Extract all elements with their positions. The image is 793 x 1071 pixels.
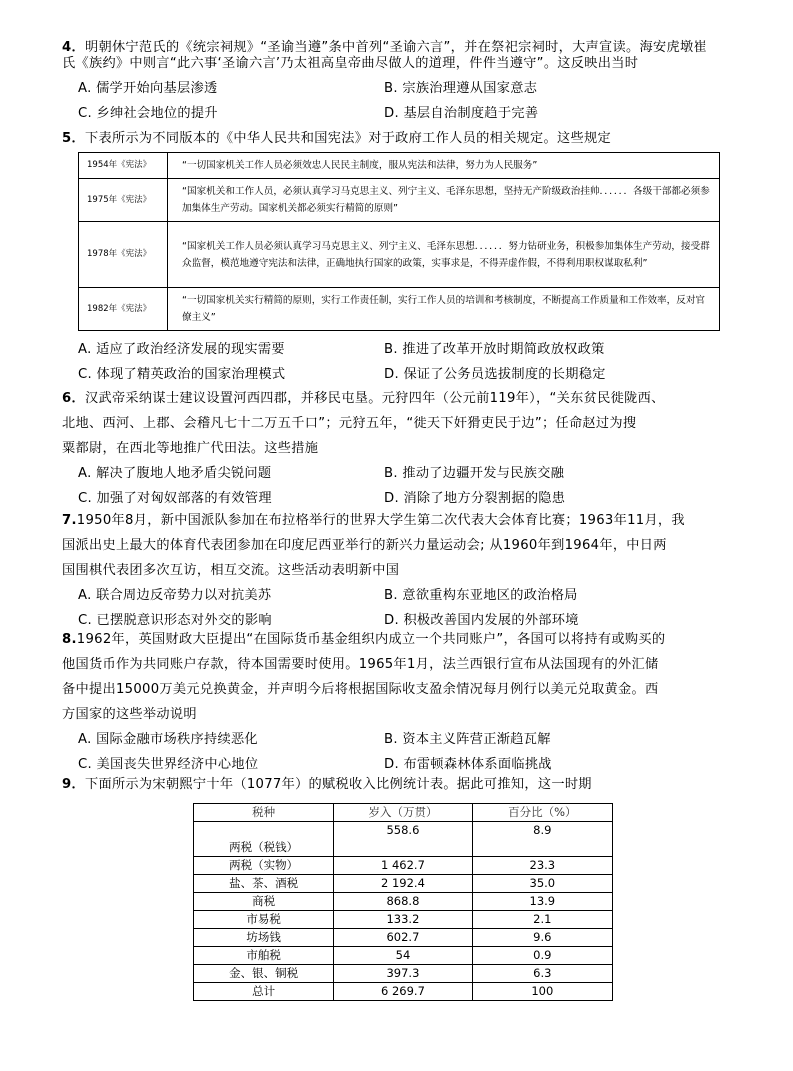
- table-cell-tax-type: 金、银、铜税: [194, 965, 334, 983]
- option-d: D. 消除了地方分裂割据的隐患: [384, 491, 566, 506]
- question-number: 8.: [62, 632, 77, 647]
- table-cell-revenue: 558.6: [334, 822, 472, 857]
- question-5-options-block: [62, 337, 742, 387]
- table-cell-tax-type: 市舶税: [194, 947, 334, 965]
- option-c: C. 体现了精英政治的国家治理模式: [78, 367, 286, 382]
- question-8-stem: 8.1962年，英国财政大臣提出“在国际货币基金组织内成立一个共同账户”，各国可以将持有或购买的 他国货币作为共同账户存款，待本国需要时使用。1965年1月，法兰西银行宣布从法国现有的外汇储 备中提出15000万美元兑换黄金，并声明今后将根据国际收支盈余情况每月例行以美元兑取黄金。西 方国家的这些举动说明: [62, 632, 666, 722]
- table-cell-text: “国家机关和工作人员，必须认真学习马克思主义、列宁主义、毛泽东思想，坚持无产阶级政治挂帅．．．．．．各级干部都必须参加集体生产劳动。国家机关都必须实行精简的原则”: [168, 179, 720, 222]
- table-row: [79, 179, 720, 222]
- question-6-stem: 6．汉武帝采纳谋士建议设置河西四郡，并移民屯垦。元狩四年（公元前119年），“关东贫民徙陇西、 北地、西河、上郡、会稽凡七十二万五千口”；元狩五年，“徙天下奸猾吏民于边”；任命赵过为搜 粟都尉，在西北等地推广代田法。这些措施: [62, 391, 665, 456]
- question-7-options: [78, 583, 742, 633]
- table-cell-tax-type: 市易税: [194, 911, 334, 929]
- table-cell-percent: 6.3: [472, 965, 612, 983]
- question-8-options: [78, 727, 742, 777]
- option-d: D. 基层自治制度趋于完善: [384, 106, 539, 121]
- table-header-row: [194, 804, 613, 822]
- table-row: [194, 983, 613, 1001]
- table-row: [194, 965, 613, 983]
- question-number: 9．: [62, 777, 85, 792]
- table-cell-tax-type: 总计: [194, 983, 334, 1001]
- question-7-stem: 7.1950年8月，新中国派队参加在布拉格举行的世界大学生第二次代表大会体育比赛；1963年11月，我 国派出史上最大的体育代表团参加在印度尼西亚举行的新兴力量运动会; 从1960年到1964年，中日两 国围棋代表团多次互访，相互交流。这些活动表明新中国: [62, 513, 685, 578]
- table-row: [194, 857, 613, 875]
- table-cell-version: 1954年《宪法》: [79, 153, 168, 179]
- table-cell-revenue: 54: [334, 947, 472, 965]
- table-cell-percent: 9.6: [472, 929, 612, 947]
- option-d: D. 积极改善国内发展的外部环境: [384, 613, 579, 628]
- option-a: A. 儒学开始向基层渗透: [78, 81, 218, 96]
- table-cell-tax-type: 两税（实物）: [194, 857, 334, 875]
- question-4-stem: 4．明朝休宁范氏的《统宗祠规》“圣谕当遵”条中首列“圣谕六言”，并在祭祀宗祠时，大声宣读。海安虎墩崔 氏《族约》中则言“此六事‘圣谕六言’乃太祖高皇帝曲尽做人的道理，件件当遵守”。这反映出当时: [62, 40, 707, 71]
- option-b: B. 宗族治理遵从国家意志: [384, 81, 538, 96]
- question-number: 5．: [62, 131, 85, 146]
- table-row: [194, 911, 613, 929]
- table-cell-percent: 23.3: [472, 857, 612, 875]
- option-b: B. 意欲重构东亚地区的政治格局: [384, 588, 578, 603]
- table-cell-revenue: 397.3: [334, 965, 472, 983]
- table-row: [194, 929, 613, 947]
- table-cell-revenue: 2 192.4: [334, 875, 472, 893]
- question-9-stem: 9．下面所示为宋朝熙宁十年（1077年）的赋税收入比例统计表。据此可推知，这一时期: [62, 777, 592, 792]
- table-cell-percent: 0.9: [472, 947, 612, 965]
- question-7: [62, 508, 742, 633]
- option-c: C. 美国丧失世界经济中心地位: [78, 757, 259, 772]
- option-d: D. 保证了公务员选拔制度的长期稳定: [384, 367, 606, 382]
- constitution-table: [78, 152, 720, 331]
- table-cell-tax-type: 商税: [194, 893, 334, 911]
- option-a: A. 联合周边反帝势力以对抗美苏: [78, 588, 272, 603]
- question-5-stem: 5．下表所示为不同版本的《中华人民共和国宪法》对于政府工作人员的相关规定。这些规定: [62, 131, 611, 146]
- table-cell-percent: 35.0: [472, 875, 612, 893]
- table-cell-tax-type: 两税（税钱）: [194, 822, 334, 857]
- table-cell-tax-type: 盐、茶、酒税: [194, 875, 334, 893]
- table-cell-revenue: 6 269.7: [334, 983, 472, 1001]
- option-b: B. 资本主义阵营正渐趋瓦解: [384, 732, 551, 747]
- table-cell-version: 1975年《宪法》: [79, 179, 168, 222]
- option-c: C. 已摆脱意识形态对外交的影响: [78, 613, 272, 628]
- question-6-options: [78, 461, 742, 511]
- question-6: [62, 386, 742, 511]
- table-row: [194, 947, 613, 965]
- table-cell-percent: 13.9: [472, 893, 612, 911]
- option-c: C. 加强了对匈奴部落的有效管理: [78, 491, 272, 506]
- question-number: 7.: [62, 513, 77, 528]
- question-8: [62, 627, 742, 777]
- question-4-options: [78, 76, 742, 126]
- table-cell-revenue: 133.2: [334, 911, 472, 929]
- question-5: [62, 126, 742, 151]
- column-header-tax-type: 税种: [194, 804, 334, 822]
- table-cell-text: “国家机关工作人员必须认真学习马克思主义、列宁主义、毛泽东思想．．．．．．努力钻研业务，积极参加集体生产劳动，接受群众监督，模范地遵守宪法和法律，正确地执行国家的政策，实事求是，不得弄虚作假，不得利用职权谋取私利”: [168, 222, 720, 288]
- table-cell-revenue: 868.8: [334, 893, 472, 911]
- table-cell-revenue: 602.7: [334, 929, 472, 947]
- option-d: D. 布雷顿森林体系面临挑战: [384, 757, 552, 772]
- table-row: [79, 153, 720, 179]
- column-header-percent: 百分比（%）: [472, 804, 612, 822]
- tax-revenue-table: [193, 803, 613, 1001]
- question-5-options: [78, 337, 742, 387]
- table-cell-version: 1982年《宪法》: [79, 288, 168, 331]
- table-row: [194, 875, 613, 893]
- option-b: B. 推动了边疆开发与民族交融: [384, 466, 565, 481]
- column-header-revenue: 岁入（万贯）: [334, 804, 472, 822]
- table-cell-version: 1978年《宪法》: [79, 222, 168, 288]
- question-number: 6．: [62, 391, 85, 406]
- question-number: 4．: [62, 40, 85, 55]
- table-cell-text: “一切国家机关工作人员必须效忠人民民主制度，服从宪法和法律，努力为人民服务”: [168, 153, 720, 179]
- table-cell-percent: 2.1: [472, 911, 612, 929]
- option-c: C. 乡绅社会地位的提升: [78, 106, 218, 121]
- option-a: A. 解决了腹地人地矛盾尖锐问题: [78, 466, 272, 481]
- question-4: [62, 40, 742, 126]
- table-cell-revenue: 1 462.7: [334, 857, 472, 875]
- option-a: A. 国际金融市场秩序持续恶化: [78, 732, 258, 747]
- table-row: [194, 893, 613, 911]
- table-cell-tax-type: 坊场钱: [194, 929, 334, 947]
- table-cell-percent: 8.9: [472, 822, 612, 857]
- table-row: [79, 222, 720, 288]
- question-9: [62, 772, 742, 797]
- table-row: [79, 288, 720, 331]
- option-b: B. 推进了改革开放时期简政放权政策: [384, 342, 605, 357]
- option-a: A. 适应了政治经济发展的现实需要: [78, 342, 285, 357]
- table-cell-text: “一切国家机关实行精简的原则，实行工作责任制，实行工作人员的培训和考核制度，不断提高工作质量和工作效率，反对官僚主义”: [168, 288, 720, 331]
- table-cell-percent: 100: [472, 983, 612, 1001]
- table-row: [194, 822, 613, 857]
